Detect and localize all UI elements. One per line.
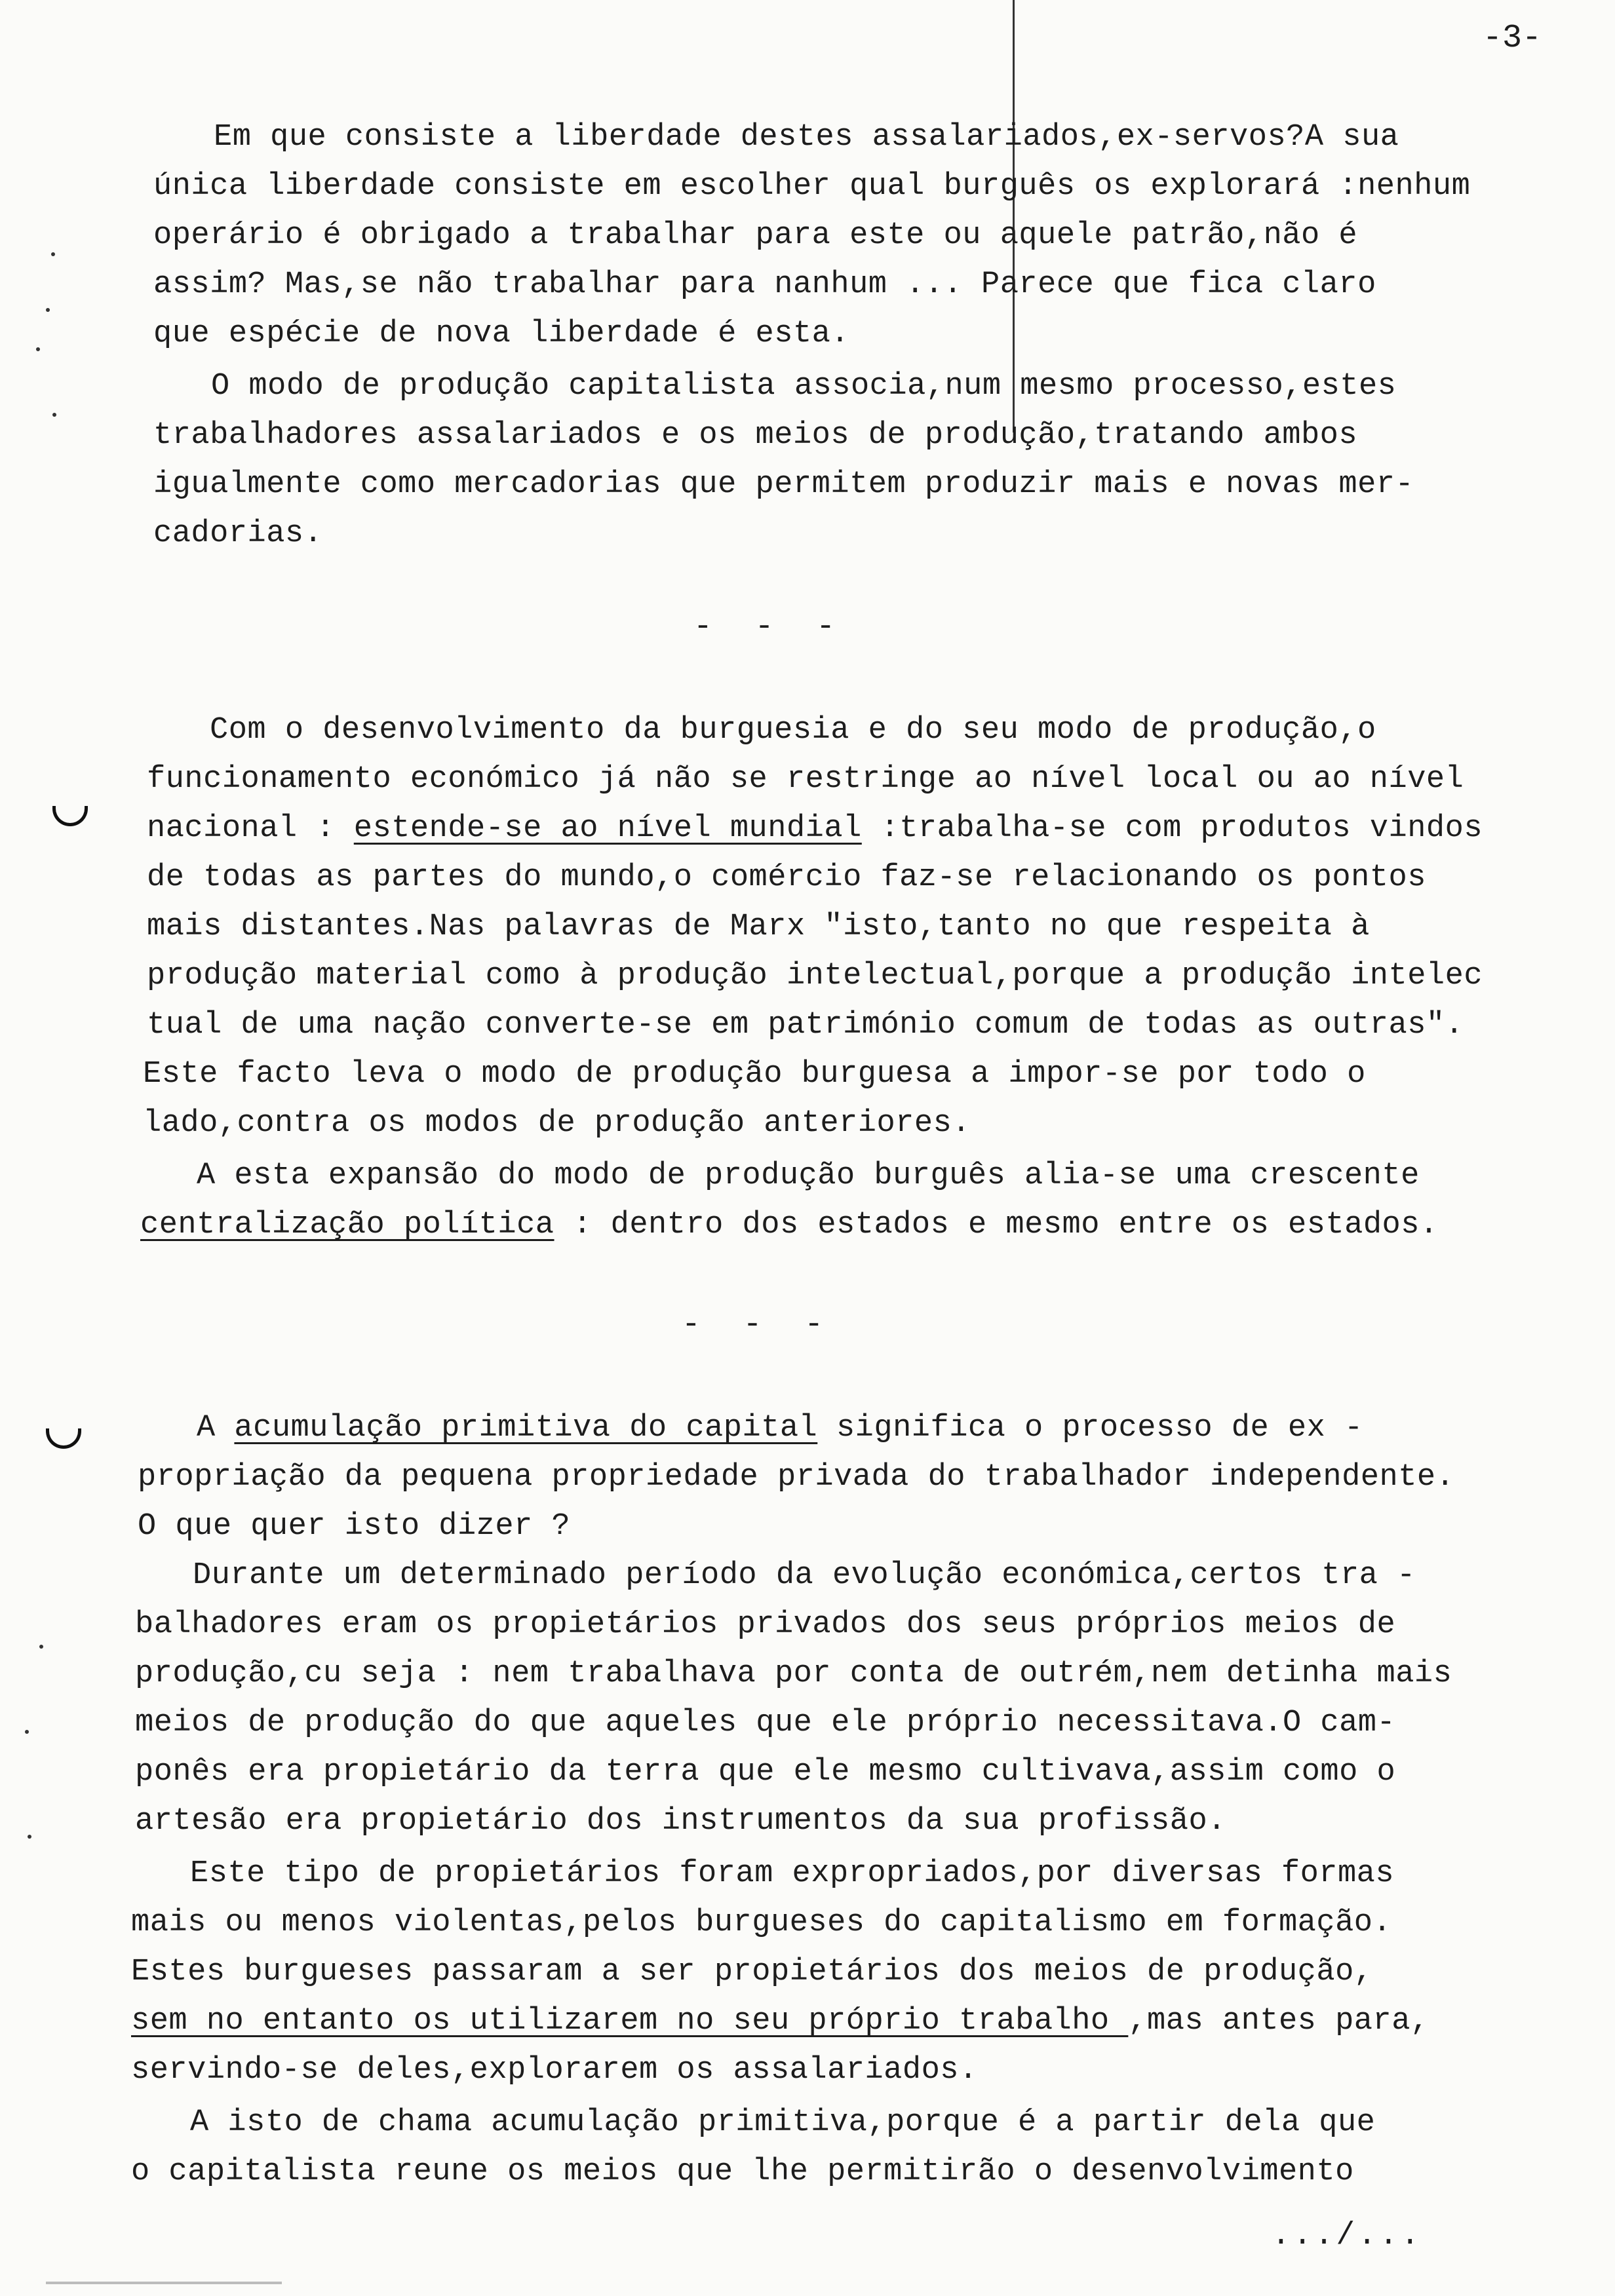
text-line: assim? Mas,se não trabalhar para nanhum ... Parece que fica claro bbox=[153, 267, 1376, 302]
text-line: balhadores eram os propietários privados dos seus próprios meios de bbox=[135, 1607, 1396, 1642]
text-line: Com o desenvolvimento da burguesia e do seu modo de produção,o bbox=[210, 713, 1376, 748]
text-line: igualmente como mercadorias que permitem produzir mais e novas mer- bbox=[153, 467, 1414, 502]
text-line: produção material como à produção intelectual,porque a produção intelec bbox=[147, 959, 1483, 993]
margin-speck bbox=[36, 347, 40, 351]
text-line: meios de produção do que aqueles que ele próprio necessitava.O cam- bbox=[135, 1706, 1396, 1740]
continuation-mark: .../... bbox=[1272, 2218, 1422, 2253]
text-line: O que quer isto dizer ? bbox=[138, 1509, 571, 1544]
section-separator: - - - bbox=[682, 1307, 836, 1343]
margin-speck bbox=[28, 1835, 31, 1839]
text-line: Durante um determinado período da evolução económica,certos tra - bbox=[193, 1558, 1416, 1593]
text-line: O modo de produção capitalista associa,num mesmo processo,estes bbox=[211, 369, 1397, 404]
text-line: operário é obrigado a trabalhar para este ou aquele patrão,não é bbox=[153, 218, 1358, 253]
text-line: Este tipo de propietários foram expropriados,por diversas formas bbox=[190, 1856, 1395, 1891]
text-line: nacional : estende-se ao nível mundial :trabalha-se com produtos vindos bbox=[147, 811, 1483, 846]
text-line: funcionamento económico já não se restringe ao nível local ou ao nível bbox=[147, 762, 1464, 797]
text-line: A isto de chama acumulação primitiva,porque é a partir dela que bbox=[190, 2105, 1376, 2140]
text-line: mais ou menos violentas,pelos burgueses do capitalismo em formação. bbox=[131, 1905, 1392, 1940]
underlined-phrase: centralização política bbox=[140, 1208, 555, 1242]
text-line: propriação da pequena propriedade privada do trabalhador independente. bbox=[138, 1460, 1455, 1495]
margin-speck bbox=[52, 413, 56, 417]
text-line: de todas as partes do mundo,o comércio faz-se relacionando os pontos bbox=[147, 860, 1426, 895]
text-line: artesão era propietário dos instrumentos da sua profissão. bbox=[135, 1804, 1226, 1839]
text-line: Estes burgueses passaram a ser propietários dos meios de produção, bbox=[131, 1955, 1373, 1989]
margin-speck bbox=[46, 308, 50, 312]
margin-speck bbox=[51, 252, 55, 256]
text-line: A esta expansão do modo de produção burguês alia-se uma crescente bbox=[197, 1158, 1420, 1193]
text-line: o capitalista reune os meios que lhe permitirão o desenvolvimento bbox=[131, 2154, 1354, 2189]
underlined-phrase: acumulação primitiva do capital bbox=[234, 1411, 818, 1445]
margin-arc-mark bbox=[46, 1428, 81, 1449]
text-line: sem no entanto os utilizarem no seu próprio trabalho ,mas antes para, bbox=[131, 2004, 1430, 2038]
text-line: produção,cu seja : nem trabalhava por conta de outrém,nem detinha mais bbox=[135, 1656, 1452, 1691]
page-number: -3- bbox=[1483, 20, 1542, 57]
margin-speck bbox=[39, 1645, 43, 1649]
underlined-phrase: sem no entanto os utilizarem no seu próprio trabalho bbox=[131, 2004, 1129, 2038]
section-separator: - - - bbox=[693, 609, 847, 645]
text-line: que espécie de nova liberdade é esta. bbox=[153, 316, 850, 351]
text-line: mais distantes.Nas palavras de Marx "isto,tanto no que respeita à bbox=[147, 909, 1370, 944]
text-line: única liberdade consiste em escolher qual burguês os explorará :nenhum bbox=[153, 169, 1471, 204]
margin-speck bbox=[25, 1730, 29, 1734]
text-line: lado,contra os modos de produção anteriores. bbox=[143, 1106, 971, 1141]
text-line: trabalhadores assalariados e os meios de produção,tratando ambos bbox=[153, 418, 1358, 453]
text-line: Em que consiste a liberdade destes assalariados,ex-servos?A sua bbox=[214, 120, 1399, 155]
scan-artifact bbox=[46, 2282, 282, 2284]
text-line: cadorias. bbox=[153, 516, 323, 551]
margin-arc-mark bbox=[52, 806, 88, 826]
text-line: tual de uma nação converte-se em património comum de todas as outras". bbox=[147, 1008, 1464, 1043]
underlined-phrase: estende-se ao nível mundial bbox=[353, 811, 862, 846]
text-line: ponês era propietário da terra que ele mesmo cultivava,assim como o bbox=[135, 1755, 1396, 1789]
text-line: Este facto leva o modo de produção burguesa a impor-se por todo o bbox=[143, 1057, 1366, 1092]
text-line: centralização política : dentro dos estados e mesmo entre os estados. bbox=[140, 1208, 1439, 1242]
text-line: A acumulação primitiva do capital significa o processo de ex - bbox=[197, 1411, 1363, 1445]
text-line: servindo-se deles,explorarem os assalariados. bbox=[131, 2053, 978, 2088]
